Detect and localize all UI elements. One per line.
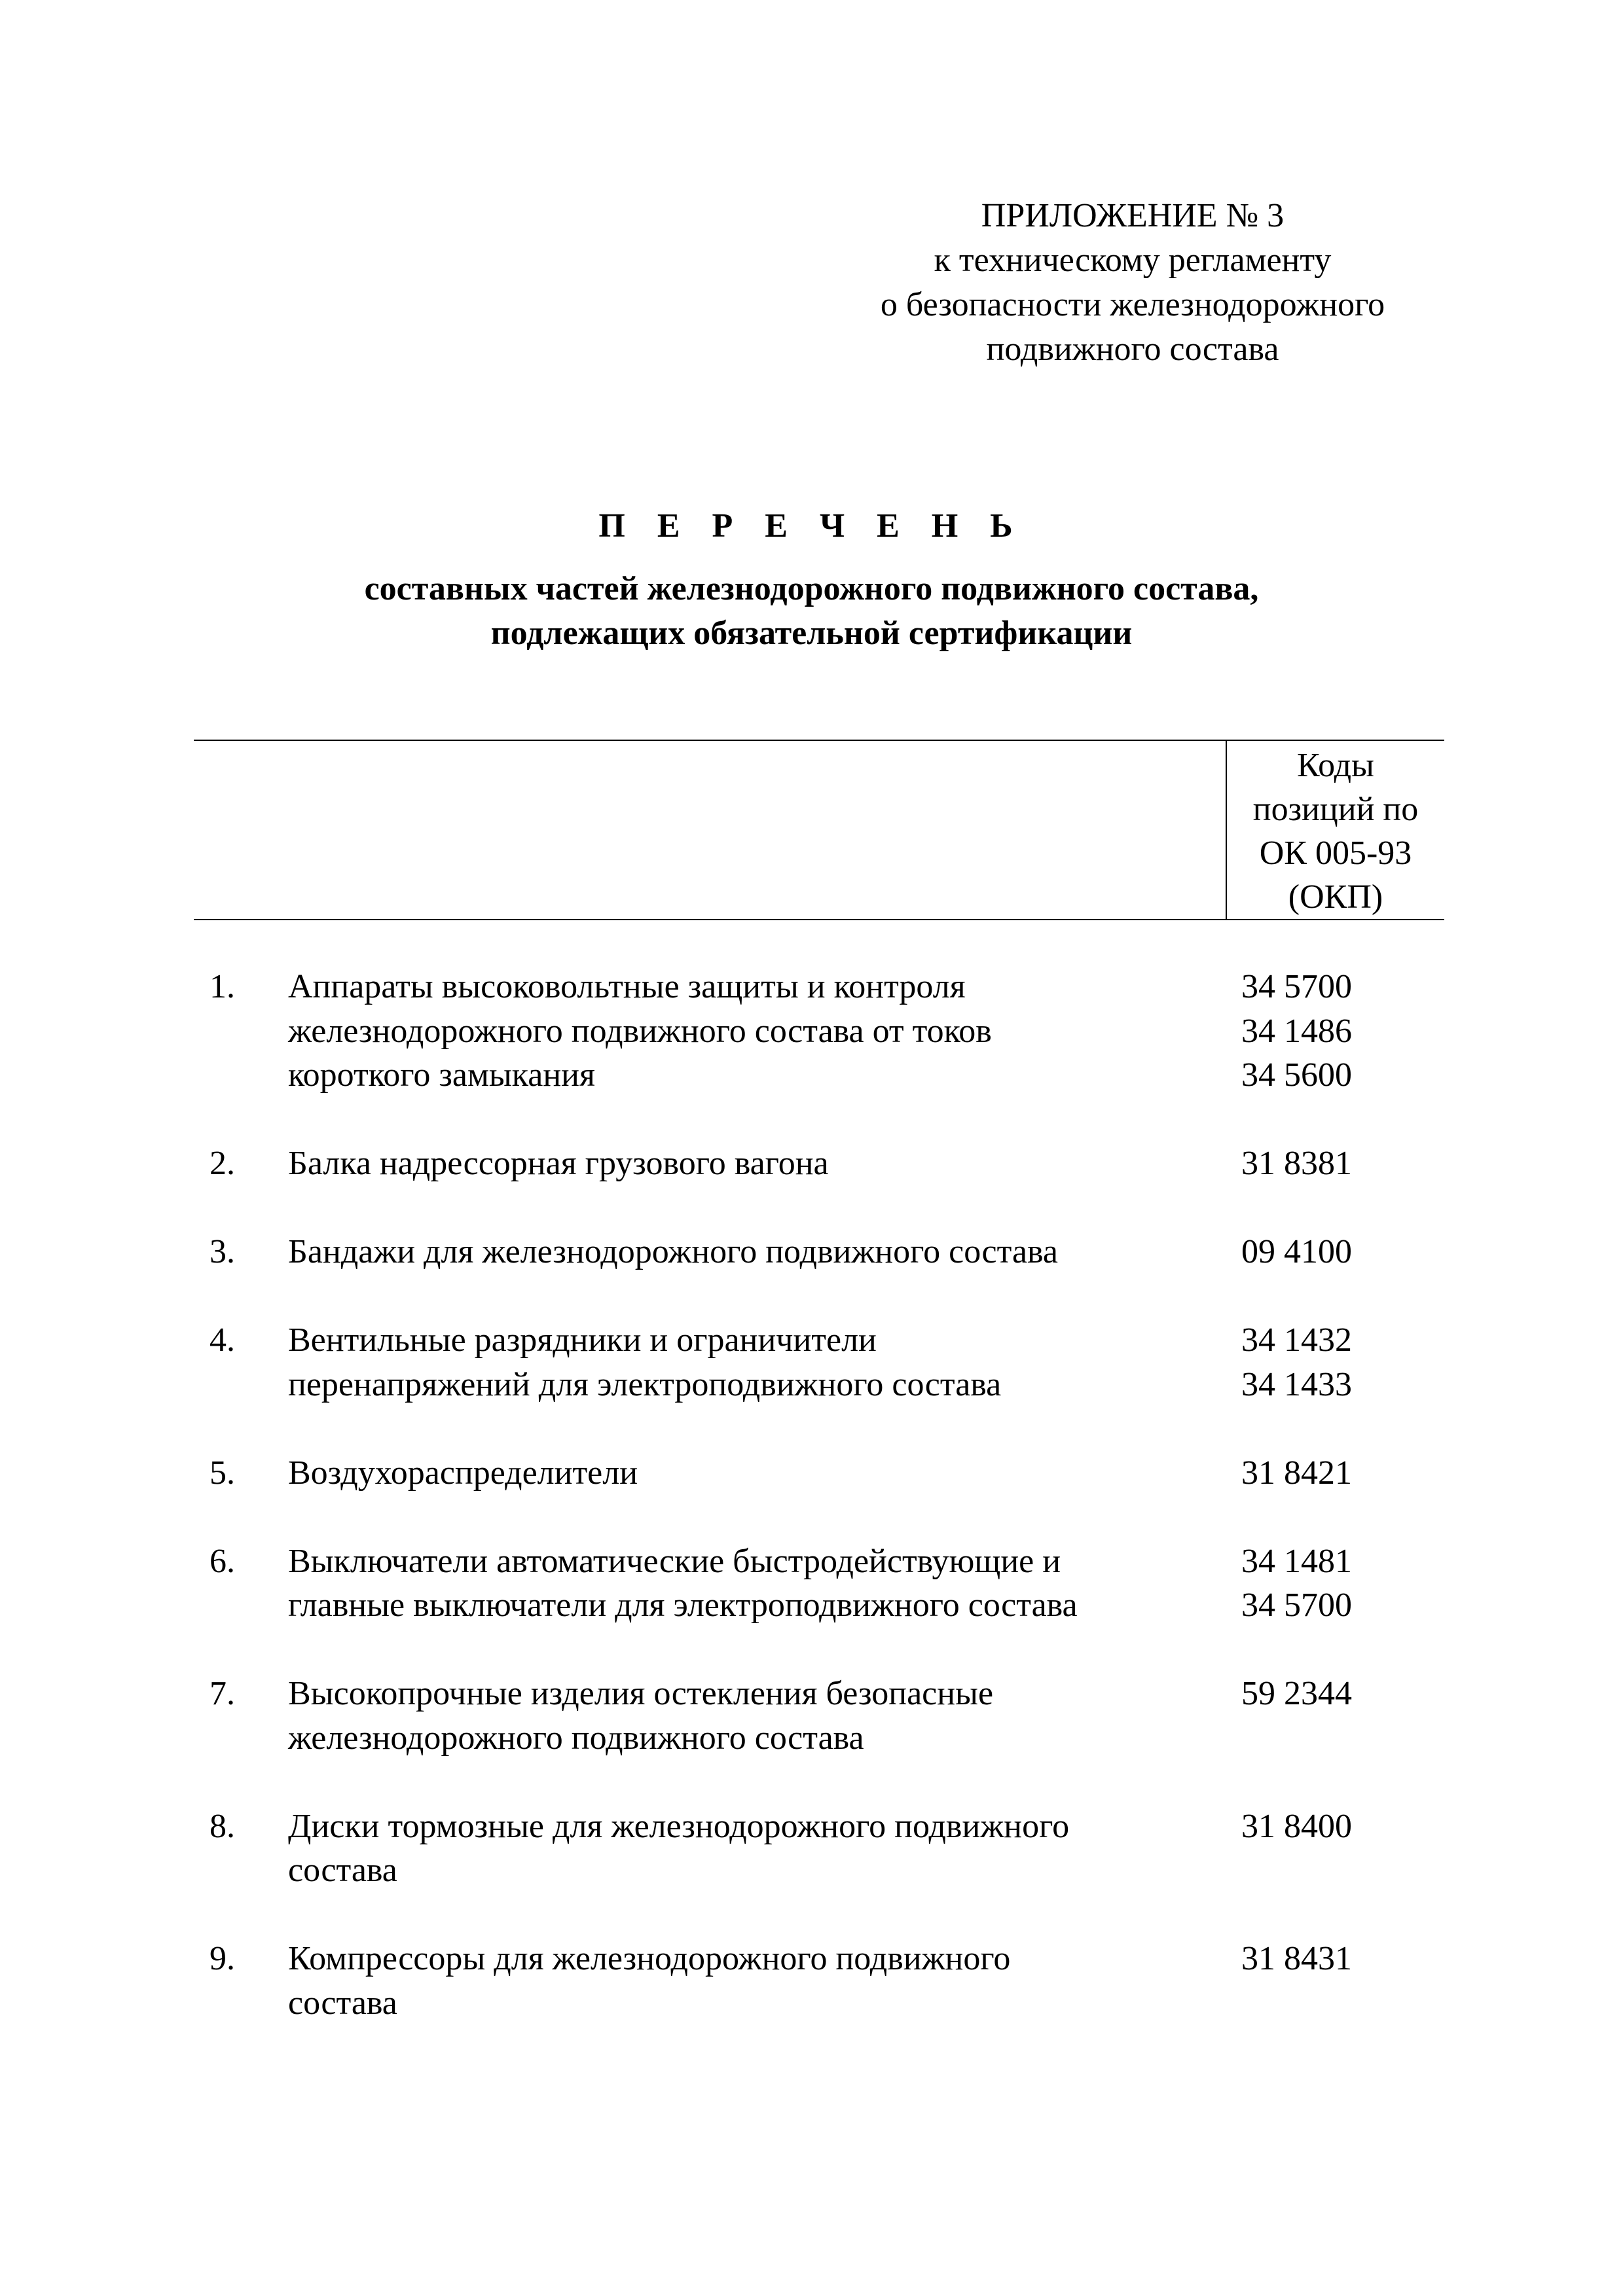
item-codes — [1241, 965, 1438, 1098]
appendix-line: о безопасности железнодорожного — [880, 286, 1385, 323]
item-code: 34 1481 — [1241, 1542, 1352, 1580]
appendix-line: к техническому регламенту — [934, 242, 1332, 279]
item-name — [288, 1539, 1205, 1628]
item-codes — [1241, 1141, 1438, 1186]
item-code: 31 8381 — [1241, 1145, 1352, 1182]
codes-header-line: Коды — [1297, 747, 1374, 784]
table-top-rule — [194, 740, 1444, 741]
item-code: 31 8431 — [1241, 1940, 1352, 1977]
item-name — [288, 1141, 1205, 1186]
item-codes — [1241, 1937, 1438, 1981]
item-code: 34 5700 — [1241, 968, 1352, 1005]
item-number: 6. — [210, 1542, 235, 1580]
item-name — [288, 965, 1205, 1098]
subtitle-line: подлежащих обязательной сертификации — [490, 615, 1133, 652]
appendix-line: ПРИЛОЖЕНИЕ № 3 — [981, 197, 1285, 234]
item-name — [288, 1937, 1205, 2025]
item-name — [288, 1230, 1205, 1274]
item-code: 31 8400 — [1241, 1807, 1352, 1845]
codes-column-header — [1227, 744, 1444, 919]
item-name-line: главные выключатели для электроподвижного состава — [288, 1587, 1078, 1624]
list-item — [196, 1141, 1440, 1186]
codes-header-line: ОК 005-93 — [1259, 834, 1412, 872]
item-codes — [1241, 1230, 1438, 1274]
item-name-line: Выключатели автоматические быстродействующие и — [288, 1542, 1061, 1580]
item-name-line: Вентильные разрядники и ограничители — [288, 1321, 877, 1359]
list-item — [196, 965, 1440, 1098]
item-name-line: Бандажи для железнодорожного подвижного состава — [288, 1233, 1058, 1270]
item-name — [288, 1318, 1205, 1407]
item-name-line: Высокопрочные изделия остекления безопасные — [288, 1675, 994, 1712]
item-name-line: Аппараты высоковольтные защиты и контроля — [288, 968, 966, 1005]
item-name-line: Компрессоры для железнодорожного подвижного — [288, 1940, 1011, 1977]
item-number: 2. — [210, 1145, 235, 1182]
item-codes — [1241, 1318, 1438, 1407]
appendix-header — [825, 194, 1440, 372]
item-number: 7. — [210, 1675, 235, 1712]
item-name-line: короткого замыкания — [288, 1056, 595, 1094]
item-number: 5. — [210, 1454, 235, 1492]
item-number: 1. — [210, 968, 235, 1005]
item-name-line: перенапряжений для электроподвижного состава — [288, 1365, 1002, 1403]
item-name — [288, 1804, 1205, 1893]
item-number: 9. — [210, 1940, 235, 1977]
item-number: 8. — [210, 1807, 235, 1845]
item-name-line: железнодорожного подвижного состава — [288, 1719, 864, 1757]
item-code: 34 1486 — [1241, 1012, 1352, 1050]
list-item — [196, 1804, 1440, 1893]
item-name-line: Воздухораспределители — [288, 1454, 638, 1492]
item-name-line: железнодорожного подвижного состава от токов — [288, 1012, 992, 1050]
item-codes — [1241, 1672, 1438, 1716]
codes-header-line: (ОКП) — [1288, 878, 1383, 916]
list-item — [196, 1230, 1440, 1274]
item-code: 34 5700 — [1241, 1587, 1352, 1624]
list-item — [196, 1672, 1440, 1760]
document-subtitle — [0, 567, 1623, 656]
item-name-line: Диски тормозные для железнодорожного подвижного — [288, 1807, 1070, 1845]
codes-header-line: позиций по — [1252, 791, 1419, 828]
item-code: 34 1433 — [1241, 1365, 1352, 1403]
item-codes — [1241, 1539, 1438, 1628]
item-codes — [1241, 1804, 1438, 1849]
items-list — [196, 965, 1440, 2070]
item-name — [288, 1672, 1205, 1760]
item-name-line: состава — [288, 1984, 397, 2022]
item-name-line: Балка надрессорная грузового вагона — [288, 1145, 829, 1182]
item-number: 4. — [210, 1321, 235, 1359]
item-name — [288, 1451, 1205, 1496]
list-item — [196, 1451, 1440, 1496]
item-code: 34 5600 — [1241, 1056, 1352, 1094]
item-number: 3. — [210, 1233, 235, 1270]
item-codes — [1241, 1451, 1438, 1496]
list-item — [196, 1937, 1440, 2025]
document-title: П Е Р Е Ч Е Н Ь — [598, 507, 1025, 545]
item-code: 31 8421 — [1241, 1454, 1352, 1492]
item-code: 09 4100 — [1241, 1233, 1352, 1270]
item-code: 59 2344 — [1241, 1675, 1352, 1712]
table-header-rule — [194, 919, 1444, 920]
list-item — [196, 1539, 1440, 1628]
list-item — [196, 1318, 1440, 1407]
item-name-line: состава — [288, 1852, 397, 1889]
subtitle-line: составных частей железнодорожного подвижного состава, — [364, 570, 1259, 607]
appendix-line: подвижного состава — [986, 331, 1279, 368]
item-code: 34 1432 — [1241, 1321, 1352, 1359]
